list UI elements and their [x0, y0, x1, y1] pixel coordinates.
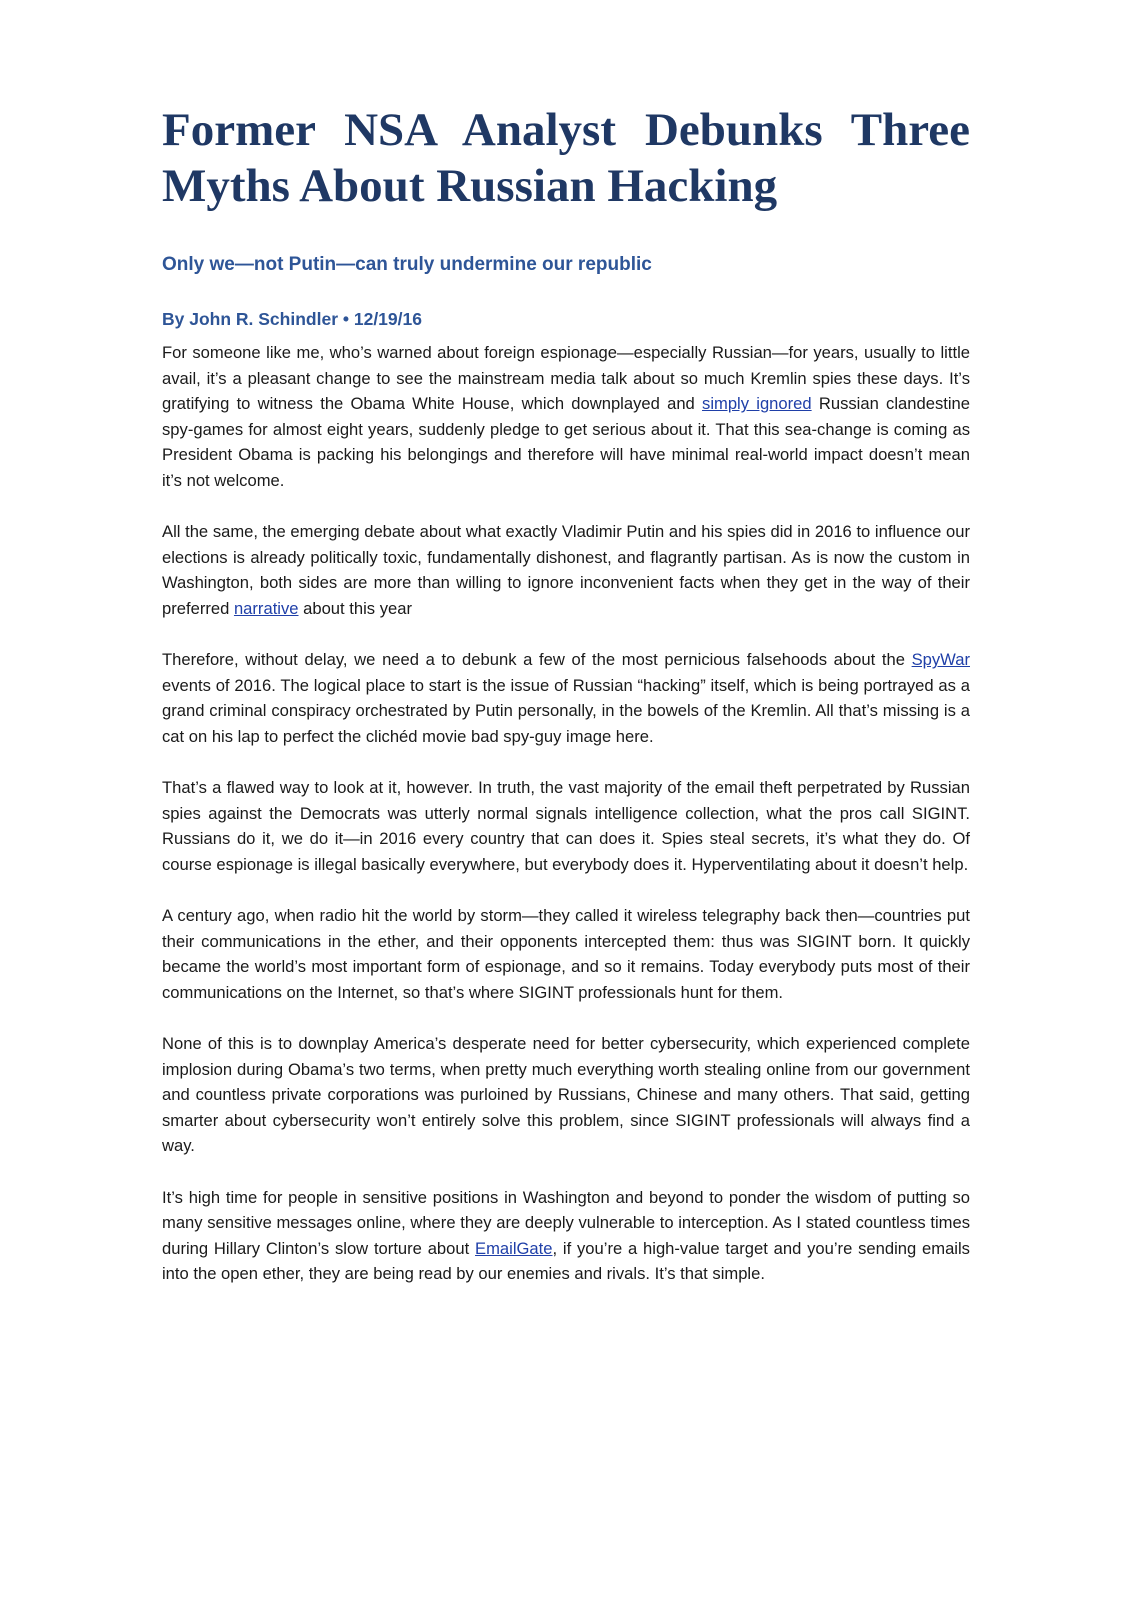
paragraph-3-text-a: Therefore, without delay, we need a to debunk a few of the most pernicious falsehoods about the	[162, 650, 912, 670]
paragraph-2-text-b: about this year	[298, 598, 412, 618]
paragraph-5: A century ago, when radio hit the world by storm—they called it wireless telegraphy back then—countries put their communications in the ether, and their opponents intercepted them: thus was SIGINT born. It quickly became the world’s most important form of espionage, and so it remains. Today everybody puts most of their communications on the Internet, so that’s where SIGINT professionals hunt for them.	[162, 906, 970, 1002]
paragraph-2-text-a: All the same, the emerging debate about what exactly Vladimir Putin and his spies did in 2016 to influence our elections is already politically toxic, fundamentally dishonest, and flagrantly partisan. As is now the custom in Washington, both sides are more than willing to ignore inconvenient facts when they get in the way of their preferred	[162, 522, 970, 618]
article-title-line-2: Myths About Russian Hacking	[162, 160, 778, 212]
paragraph-3	[162, 647, 970, 749]
paragraph-1	[162, 340, 970, 494]
article-body	[162, 340, 970, 1313]
paragraph-1-text-b: Russian clandestine spy-games for almost eight years, suddenly pledge to get serious about it. That this sea-change is coming as President Obama is packing his belongings and therefore will have minimal real-world impact doesn’t mean it’s not welcome.	[162, 394, 970, 490]
paragraph-7-text-b: , if you’re a high-value target and you’re sending emails into the open ether, they are being read by our enemies and rivals. It’s that simple.	[162, 1238, 970, 1284]
paragraph-1-text-a: For someone like me, who’s warned about foreign espionage—especially Russian—for years, usually to little avail, it’s a pleasant change to see the mainstream media talk about so much Kremlin spies these days. It’s gratifying to witness the Obama White House, which downplayed and	[162, 343, 970, 414]
paragraph-6: None of this is to downplay America’s desperate need for better cybersecurity, which experienced complete implosion during Obama’s two terms, when pretty much everything worth stealing online from our government and countless private corporations was purloined by Russians, Chinese and many others. That said, getting smarter about cybersecurity won’t entirely solve this problem, since SIGINT professionals will always find a way.	[162, 1034, 970, 1156]
article-title-line-1: Former NSA Analyst Debunks Three	[162, 104, 970, 156]
article-title	[162, 102, 970, 214]
paragraph-7	[162, 1185, 970, 1287]
link-emailgate[interactable]: EmailGate	[475, 1238, 553, 1258]
link-spywar[interactable]: SpyWar	[911, 650, 970, 670]
article-header	[162, 102, 970, 331]
link-narrative[interactable]: narrative	[233, 598, 299, 618]
link-simply-ignored[interactable]: simply ignored	[702, 394, 812, 414]
paragraph-7-text-a: It’s high time for people in sensitive positions in Washington and beyond to ponder the wisdom of putting so many sensitive messages online, where they are deeply vulnerable to interception. As I stated countless times during Hillary Clinton’s slow torture about	[162, 1187, 970, 1258]
article-subtitle: Only we—not Putin—can truly undermine our republic	[162, 254, 652, 275]
article-byline: By John R. Schindler • 12/19/16	[162, 309, 422, 329]
paragraph-3-text-b: events of 2016. The logical place to start is the issue of Russian “hacking” itself, which is being portrayed as a grand criminal conspiracy orchestrated by Putin personally, in the bowels of the Kremlin. All that’s missing is a cat on his lap to perfect the clichéd movie bad spy-guy image here.	[162, 675, 970, 746]
paragraph-4: That’s a flawed way to look at it, however. In truth, the vast majority of the email theft perpetrated by Russian spies against the Democrats was utterly normal signals intelligence collection, what the pros call SIGINT. Russians do it, we do it—in 2016 every country that can does it. Spies steal secrets, it’s what they do. Of course espionage is illegal basically everywhere, but everybody does it. Hyperventilating about it doesn’t help.	[162, 778, 970, 874]
paragraph-2	[162, 519, 970, 621]
